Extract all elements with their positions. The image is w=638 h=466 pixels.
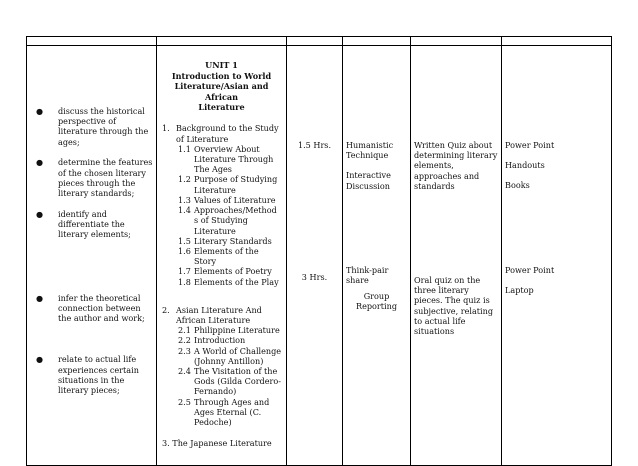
header-cell	[157, 37, 287, 46]
header-cell	[502, 37, 612, 46]
objective-item: ● infer the theoretical connection between the author and work;	[36, 292, 145, 324]
resource-1: Power Point	[505, 140, 555, 150]
content-row	[27, 46, 612, 466]
objective-item: ● identify and differentiate the literary elements;	[36, 208, 131, 240]
resource-4: Power Point	[505, 264, 555, 275]
header-cell	[287, 37, 343, 46]
strategy-3: Think-pair share	[346, 264, 389, 286]
topic-3: 3. The Japanese Literature	[162, 437, 272, 448]
strategy-2: Interactive Discussion	[346, 170, 391, 191]
objective-item: ● determine the features of the chosen literary pieces through the literary standards;	[36, 157, 153, 198]
header-cell	[343, 37, 411, 46]
objectives-cell	[27, 46, 157, 466]
objective-item: ● discuss the historical perspective of literature through the ages;	[36, 106, 149, 147]
resources-cell	[502, 46, 612, 466]
objectives-list-1	[30, 106, 153, 239]
strategy-4: Group Reporting	[355, 291, 398, 312]
topic-1: 1. Background to the Study of Literature 1.1 Overview About Literature Through The Ages 1.2 Purpose of Studying Literature 1.3 Values of Literature 1.4 Approaches/Method s of Studying Literature 1.5 Literary Standards 1.6 Elements of the Story 1.7 Elements of Poetry 1.8 Elements of the Play	[162, 123, 279, 287]
resource-5: Laptop	[505, 284, 534, 295]
resource-3: Books	[505, 180, 530, 191]
time-row-1: 1.5 Hrs.	[297, 140, 332, 150]
bullet-icon: ●	[36, 106, 44, 116]
resource-2: Handouts	[505, 160, 545, 171]
bullet-icon: ●	[36, 208, 44, 219]
objective-item: ● relate to actual life experiences certain situations in the literary pieces;	[36, 354, 139, 395]
strategy-cell	[343, 46, 411, 466]
objectives-list-2	[30, 293, 153, 395]
time-row-2: 3 Hrs.	[301, 272, 328, 283]
strategy-1: Humanistic Technique	[346, 140, 394, 161]
bullet-icon: ●	[36, 292, 44, 303]
syllabus-table	[26, 36, 612, 466]
header-cell	[411, 37, 502, 46]
topics-cell	[157, 46, 287, 466]
bullet-icon: ●	[36, 354, 44, 365]
time-cell	[287, 46, 343, 466]
assessment-2: Oral quiz on the three literary pieces. The quiz is subjective, relating to actual life situations	[414, 275, 494, 337]
unit-heading: UNIT 1 Introduction to World Literature/Asian and African Literature	[171, 60, 272, 113]
topic-2: 2. Asian Literature And African Literature 2.1 Philippine Literature 2.2 Introduction 2.3 A World of Challenge (Johnny Antillon) 2.4 The Visitation of the Gods (Gilda Cordero-Fernando) 2.5 Through Ages and Ages Eternal (C. Pedoche) 3. The Japanese Literature	[162, 304, 282, 448]
header-row	[27, 37, 612, 46]
header-cell	[27, 37, 157, 46]
assessment-1: Written Quiz about determining literary elements, approaches and standards	[414, 140, 498, 191]
assessment-cell	[411, 46, 502, 466]
bullet-icon: ●	[36, 157, 44, 168]
